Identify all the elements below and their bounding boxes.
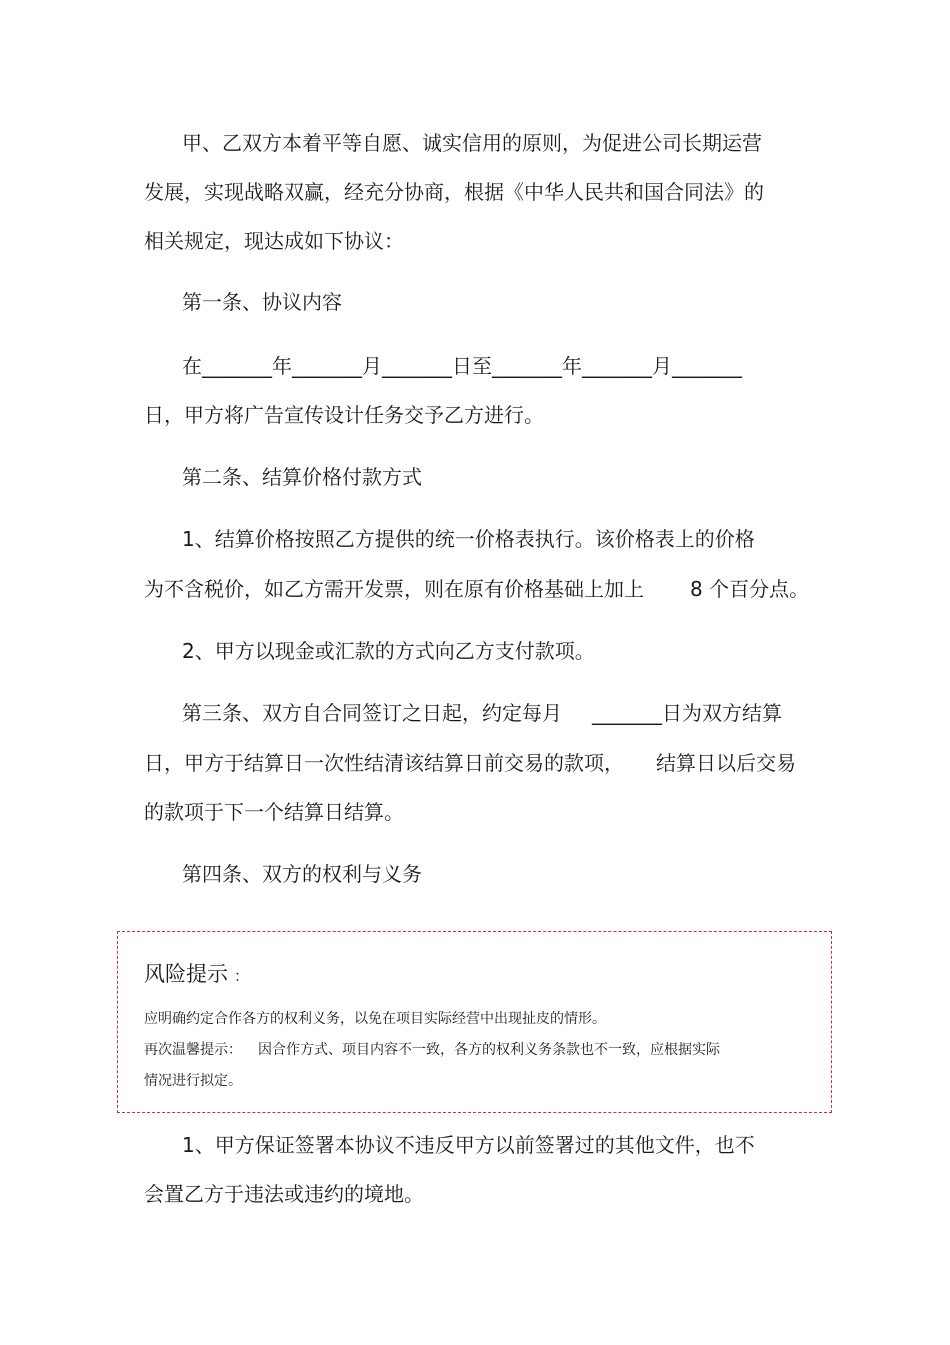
article-2-item-2: 2、甲方以现金或汇款的方式向乙方支付款项。 [182,639,595,663]
article-2-item-1-line-2: 为不含税价，如乙方需开发票，则在原有价格基础上加上 [144,577,644,601]
clause-1-line-1: 1、甲方保证签署本协议不违反甲方以前签署过的其他文件，也不 [182,1133,755,1157]
risk-notice-title-text: 风险提示 [144,962,228,986]
intro-line-2: 发展，实现战略双赢，经充分协商，根据《中华人民共和国合同法》的 [144,180,764,204]
clause-1-line-2: 会置乙方于违法或违约的境地。 [144,1182,424,1206]
article-1-date-line: 在_______年_______月_______日至_______年_______月_______ [182,354,742,378]
risk-notice-line-3: 情况进行拟定。 [144,1073,242,1089]
article-2-title: 第二条、结算价格付款方式 [182,465,422,489]
article-3-line-2a: 日，甲方于结算日一次性结清该结算日前交易的款项， [144,751,624,775]
article-1-title: 第一条、协议内容 [182,290,342,314]
article-3-line-1a: 第三条、双方自合同签订之日起，约定每月 [182,701,562,725]
article-1-text: 日，甲方将广告宣传设计任务交予乙方进行。 [144,403,544,427]
risk-notice-colon: ： [234,967,250,985]
article-2-item-1-line-1: 1、结算价格按照乙方提供的统一价格表执行。该价格表上的价格 [182,527,755,551]
article-3-line-1b: _______日为双方结算 [592,701,782,725]
intro-line-1: 甲、乙双方本着平等自愿、诚实信用的原则，为促进公司长期运营 [182,131,762,155]
risk-notice-line-2a: 再次温馨提示： [144,1042,242,1058]
article-3-line-2b: 结算日以后交易 [656,751,796,775]
article-2-item-1-percent: 8 个百分点。 [690,577,810,601]
article-4-title: 第四条、双方的权利与义务 [182,862,422,886]
article-3-line-3: 的款项于下一个结算日结算。 [144,800,404,824]
risk-notice-title [144,961,249,989]
intro-line-3: 相关规定，现达成如下协议： [144,229,404,253]
risk-notice-line-1: 应明确约定合作各方的权利义务，以免在项目实际经营中出现扯皮的情形。 [144,1011,606,1027]
risk-notice-line-2b: 因合作方式、项目内容不一致，各方的权利义务条款也不一致，应根据实际 [258,1042,720,1058]
